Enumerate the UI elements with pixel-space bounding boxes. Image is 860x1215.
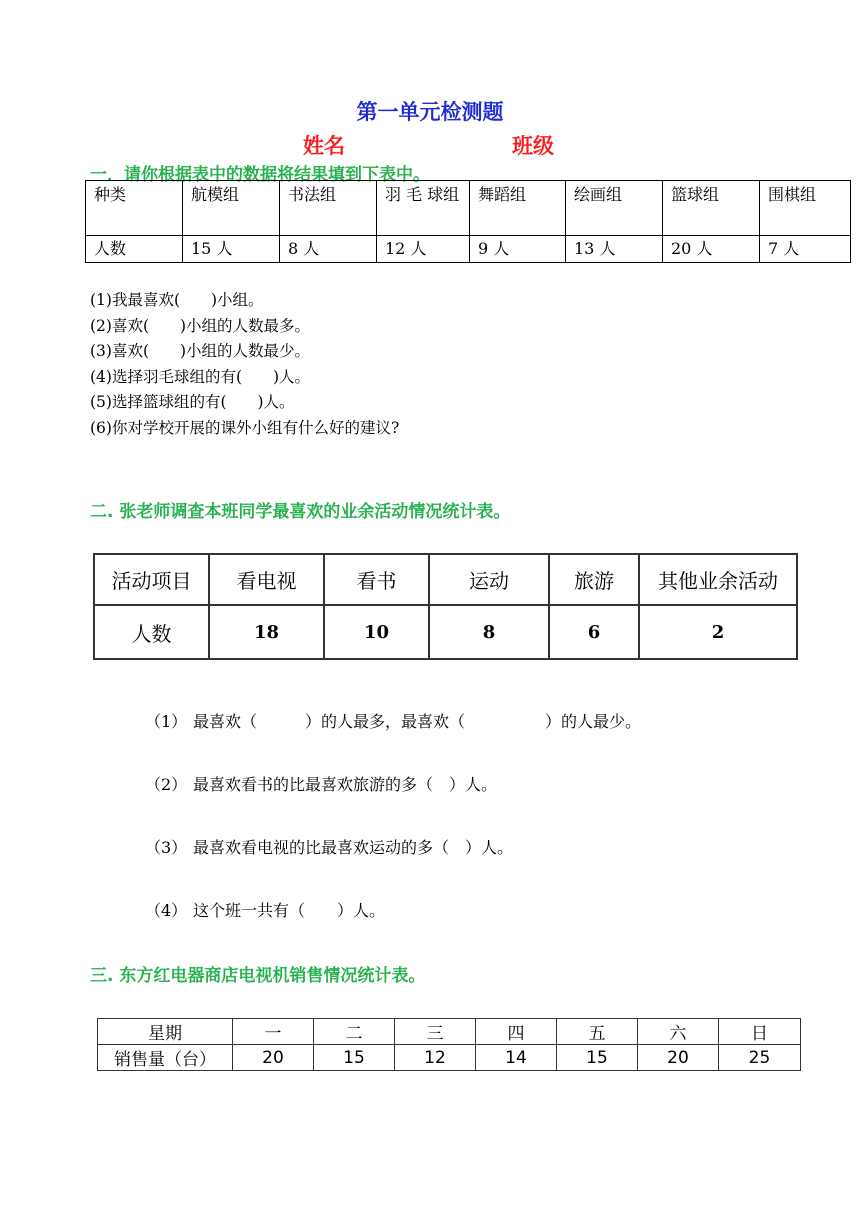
- table-cell: 25: [719, 1045, 801, 1071]
- question-3: (3)喜欢( )小组的人数最少。: [90, 342, 311, 360]
- cropped-text-fragment: [95, 547, 795, 551]
- table-cell: 10: [324, 605, 429, 659]
- question-text: 最喜欢看书的比最喜欢旅游的多（ ）人。: [193, 775, 498, 794]
- table-cell: 8 人: [280, 236, 377, 263]
- table-cell: 运动: [429, 554, 549, 605]
- question-5: (5)选择篮球组的有( )人。: [90, 393, 295, 411]
- table-cell: 7 人: [760, 236, 851, 263]
- table-cell: 看书: [324, 554, 429, 605]
- question-number: （3）: [145, 838, 188, 857]
- table-cell: 12 人: [377, 236, 470, 263]
- name-label: 姓名: [303, 134, 345, 158]
- table-cell: 书法组: [280, 181, 377, 236]
- table-cell: 旅游: [549, 554, 639, 605]
- question-2: (2)喜欢( )小组的人数最多。: [90, 316, 311, 335]
- table-cell: 三: [395, 1019, 476, 1045]
- cropped-text-fragment: [95, 1072, 795, 1076]
- table-cell: 13 人: [566, 236, 663, 263]
- question-1: (1)我最喜欢( )小组。: [90, 291, 264, 309]
- table-cell: 12: [395, 1045, 476, 1071]
- table-cell: 一: [233, 1019, 314, 1045]
- table-cell: 18: [209, 605, 324, 659]
- hobby-survey-table: [93, 553, 798, 660]
- table-cell: 9 人: [470, 236, 566, 263]
- question-text: 最喜欢看电视的比最喜欢运动的多（ ）人。: [193, 838, 514, 857]
- table-cell: 其他业余活动: [639, 554, 797, 605]
- table-cell: 航模组: [183, 181, 280, 236]
- question-number: （2）: [145, 775, 188, 794]
- cropped-text-fragment: [95, 659, 795, 663]
- section1-questions: [90, 288, 399, 441]
- activity-group-table: [85, 180, 851, 263]
- section2-heading: 二. 张老师调查本班同学最喜欢的业余活动情况统计表。: [90, 502, 511, 522]
- table-cell: 人数: [94, 605, 209, 659]
- section2-question-1: [145, 709, 641, 732]
- table-cell: 15: [314, 1045, 395, 1071]
- section2-question-3: [145, 835, 513, 858]
- table-cell: 绘画组: [566, 181, 663, 236]
- page-title: 第一单元检测题: [356, 100, 504, 124]
- question-text: 最喜欢（ ）的人最多，最喜欢（ ）的人最少。: [193, 712, 642, 731]
- section2-question-4: [145, 898, 385, 921]
- section2-question-2: [145, 772, 497, 795]
- table-cell: 星期: [98, 1019, 233, 1045]
- table-cell: 15: [557, 1045, 638, 1071]
- table-cell: 羽 毛 球组: [377, 181, 470, 236]
- question-6: (6)你对学校开展的课外小组有什么好的建议?: [90, 418, 400, 437]
- question-text: 这个班一共有（ ）人。: [193, 901, 386, 920]
- table-cell: 篮球组: [663, 181, 760, 236]
- table-cell: 六: [638, 1019, 719, 1045]
- table-cell: 日: [719, 1019, 801, 1045]
- table-cell: 20 人: [663, 236, 760, 263]
- table-cell: 围棋组: [760, 181, 851, 236]
- table-cell: 14: [476, 1045, 557, 1071]
- table-cell: 15 人: [183, 236, 280, 263]
- question-number: （4）: [145, 901, 188, 920]
- table-cell: 四: [476, 1019, 557, 1045]
- class-label: 班级: [512, 134, 554, 158]
- table-cell: 五: [557, 1019, 638, 1045]
- table-cell: 20: [638, 1045, 719, 1071]
- table-cell: 种类: [86, 181, 183, 236]
- table-cell: 8: [429, 605, 549, 659]
- table-cell: 舞蹈组: [470, 181, 566, 236]
- table-cell: 人数: [86, 236, 183, 263]
- table-cell: 6: [549, 605, 639, 659]
- table-cell: 20: [233, 1045, 314, 1071]
- question-number: （1）: [145, 712, 188, 731]
- table-cell: 活动项目: [94, 554, 209, 605]
- section3-heading: 三. 东方红电器商店电视机销售情况统计表。: [90, 966, 426, 986]
- table-cell: 二: [314, 1019, 395, 1045]
- tv-sales-table: [97, 1018, 801, 1071]
- table-cell: 销售量（台）: [98, 1045, 233, 1071]
- section1-heading: 一．请你根据表中的数据将结果填到下表中。: [90, 165, 430, 185]
- table-cell: 看电视: [209, 554, 324, 605]
- table-cell: 2: [639, 605, 797, 659]
- question-4: (4)选择羽毛球组的有( )人。: [90, 367, 311, 386]
